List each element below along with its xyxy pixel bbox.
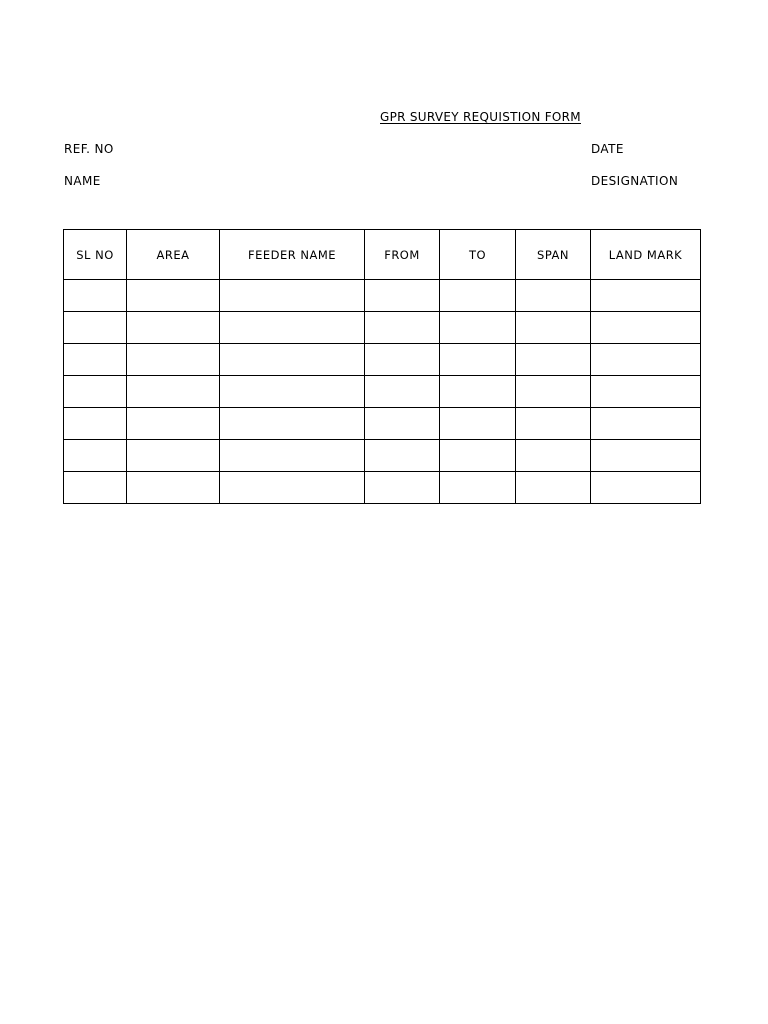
table-cell <box>127 344 220 376</box>
table-row <box>64 376 701 408</box>
table-cell <box>64 440 127 472</box>
table-row <box>64 408 701 440</box>
table-cell <box>64 376 127 408</box>
table-cell <box>365 376 440 408</box>
table-header-row <box>64 230 701 280</box>
table-row <box>64 344 701 376</box>
table-row <box>64 472 701 504</box>
table-cell <box>64 408 127 440</box>
table-cell <box>64 312 127 344</box>
table-cell <box>591 472 701 504</box>
table-cell <box>127 312 220 344</box>
form-title: GPR SURVEY REQUISTION FORM <box>380 110 581 124</box>
table-cell <box>220 344 365 376</box>
table-cell <box>220 376 365 408</box>
table-cell <box>365 472 440 504</box>
survey-table <box>63 229 701 504</box>
table-cell <box>365 280 440 312</box>
table-cell <box>591 440 701 472</box>
table-cell <box>516 440 591 472</box>
header-sl-no: SL NO <box>64 230 127 280</box>
designation-label: DESIGNATION <box>591 174 679 188</box>
table-row <box>64 440 701 472</box>
table-cell <box>365 408 440 440</box>
table-cell <box>64 344 127 376</box>
header-area: AREA <box>127 230 220 280</box>
table-cell <box>516 376 591 408</box>
table-cell <box>64 472 127 504</box>
date-label: DATE <box>591 142 624 156</box>
table-cell <box>127 280 220 312</box>
ref-no-label: REF. NO <box>64 142 114 156</box>
table-cell <box>220 440 365 472</box>
table-cell <box>440 376 516 408</box>
header-to: TO <box>440 230 516 280</box>
header-land-mark: LAND MARK <box>591 230 701 280</box>
header-span: SPAN <box>516 230 591 280</box>
table-cell <box>516 344 591 376</box>
header-feeder-name: FEEDER NAME <box>220 230 365 280</box>
table-cell <box>127 472 220 504</box>
table-cell <box>516 472 591 504</box>
table-row <box>64 280 701 312</box>
table-cell <box>220 280 365 312</box>
header-from: FROM <box>365 230 440 280</box>
table-cell <box>440 408 516 440</box>
table-cell <box>365 312 440 344</box>
table-cell <box>516 312 591 344</box>
table-cell <box>220 312 365 344</box>
table-cell <box>591 312 701 344</box>
table-body <box>64 280 701 504</box>
table-cell <box>220 408 365 440</box>
name-label: NAME <box>64 174 101 188</box>
table-cell <box>440 440 516 472</box>
table-cell <box>591 280 701 312</box>
table-cell <box>365 440 440 472</box>
table-cell <box>365 344 440 376</box>
table-cell <box>127 408 220 440</box>
table-cell <box>591 376 701 408</box>
table-cell <box>127 440 220 472</box>
table-cell <box>440 280 516 312</box>
table-cell <box>440 312 516 344</box>
table-cell <box>591 344 701 376</box>
table-cell <box>440 344 516 376</box>
table-cell <box>440 472 516 504</box>
table-row <box>64 312 701 344</box>
table-cell <box>516 408 591 440</box>
table-cell <box>516 280 591 312</box>
table-cell <box>591 408 701 440</box>
table-cell <box>127 376 220 408</box>
table-cell <box>64 280 127 312</box>
table-cell <box>220 472 365 504</box>
